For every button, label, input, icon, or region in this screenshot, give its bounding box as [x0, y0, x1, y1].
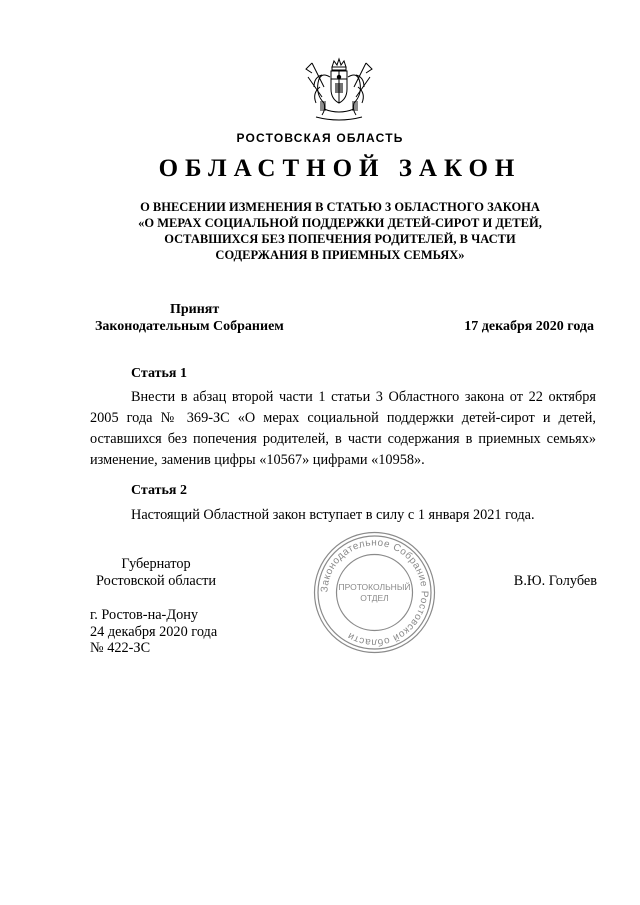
subtitle-line: О ВНЕСЕНИИ ИЗМЕНЕНИЯ В СТАТЬЮ 3 ОБЛАСТНОГО ЗАКОНА	[140, 200, 540, 214]
signatory-title	[90, 556, 222, 590]
subtitle-line: «О МЕРАХ СОЦИАЛЬНОЙ ПОДДЕРЖКИ ДЕТЕЙ-СИРОТ И ДЕТЕЙ,	[138, 216, 542, 230]
coat-of-arms-icon	[302, 57, 376, 123]
stamp-center-line: ПРОТОКОЛЬНЫЙ	[338, 582, 411, 592]
article-2-heading: Статья 2	[131, 483, 187, 498]
signatory-name: В.Ю. Голубев	[513, 573, 597, 589]
stamp-ring-text: Законодательное Собрание Ростовской области	[319, 537, 430, 648]
subtitle-line: ОСТАВШИХСЯ БЕЗ ПОПЕЧЕНИЯ РОДИТЕЛЕЙ, В ЧАСТИ	[164, 232, 516, 246]
article-1-text: Внести в абзац второй части 1 статьи 3 Областного закона от 22 октября 2005 года № 369-ЗС «О мерах социальной поддержки детей-сирот и детей, оставшихся без попечения родителей, в части содержания в приемных семьях» изменение, заменив цифры «10567» цифрами «10958».	[90, 389, 596, 468]
article-2-text: Настоящий Областной закон вступает в силу с 1 января 2021 года.	[131, 507, 535, 523]
adoption-date: 17 декабря 2020 года	[464, 319, 594, 334]
adopted-label: Принят	[170, 302, 220, 317]
city: г. Ростов-на-Дону	[90, 607, 199, 623]
document-type-title: ОБЛАСТНОЙ ЗАКОН	[158, 155, 522, 182]
signing-date: 24 декабря 2020 года	[90, 623, 218, 640]
place-and-date	[90, 607, 217, 657]
adopted-by: Законодательным Собранием	[95, 319, 284, 334]
article-1-heading: Статья 1	[131, 366, 187, 381]
stamp-center-line: ОТДЕЛ	[360, 593, 389, 603]
subtitle-line: СОДЕРЖАНИЯ В ПРИЕМНЫХ СЕМЬЯХ»	[215, 248, 465, 262]
signatory-title-line: Губернатор	[121, 556, 191, 572]
official-stamp	[312, 530, 437, 655]
signatory-title-line: Ростовской области	[95, 573, 217, 589]
region-name: РОСТОВСКАЯ ОБЛАСТЬ	[236, 131, 404, 145]
law-number: № 422-ЗС	[90, 640, 151, 656]
law-subtitle	[95, 199, 585, 263]
